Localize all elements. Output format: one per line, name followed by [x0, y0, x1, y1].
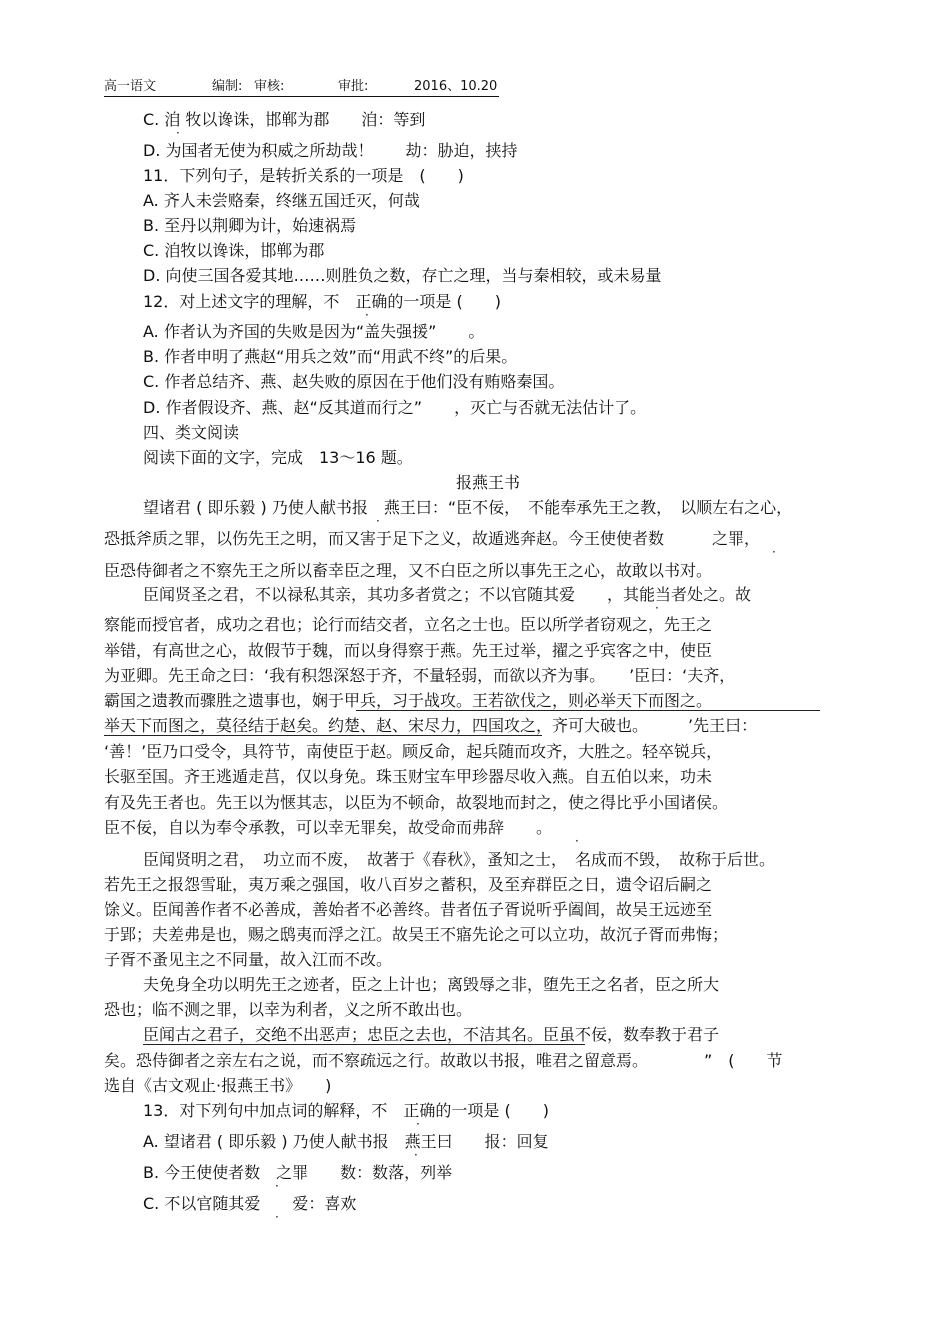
question-12: 12．对上述文字的理解，不 正确的一项是 ( ) [143, 292, 501, 311]
section-heading: 四、类文阅读 [143, 423, 240, 442]
emphasis-dot: · [772, 545, 776, 559]
article-line: 于郢；夫差弗是也，赐之鸱夷而浮之江。故吴王不寤先论之可以立功，故沉子胥而弗悔； [104, 925, 729, 944]
option-11d: D. 向使三国各爱其地……则胜负之数，存亡之理，当与秦相较，或未易量 [143, 266, 662, 285]
article-line: 恐抵斧质之罪，以伤先王之明，而又害于足下之义，故遁逃奔赵。今王使使者数 之罪， [104, 529, 761, 548]
option-12c: C. 作者总结齐、燕、赵失败的原因在于他们没有贿赂秦国。 [143, 372, 565, 391]
option-12b: B. 作者申明了燕赵“用兵之效”而“用武不终”的后果。 [143, 347, 518, 366]
header-subject: 高一语文 [104, 79, 157, 94]
question-13: 13．对下列句中加点词的解释，不 正确的一项是 ( ) [143, 1101, 549, 1120]
article-line: 举错，有高世之心，故假节于魏，而以身得察于燕。先王过举，擢之乎宾客之中，使臣 [104, 641, 713, 660]
emphasis-dot: · [275, 1179, 279, 1193]
emphasis-dot: · [575, 834, 579, 848]
option-13b: B. 今王使使者数 之罪 数：数落，列举 [143, 1163, 453, 1182]
sentence-underline [104, 735, 542, 736]
option-13a: A. 望诸君 ( 即乐毅 ) 乃使人献书报 燕王曰 报：回复 [143, 1132, 549, 1151]
article-line: 臣闻贤圣之君，不以禄私其亲，其功多者赏之；不以官随其爱 ，其能当者处之。故 [143, 585, 752, 604]
option-12a: A. 作者认为齐国的失败是因为“盖失强援” 。 [143, 322, 485, 341]
page-header [104, 78, 499, 97]
article-line: 子胥不蚤见主之不同量，故入江而不改。 [104, 950, 393, 969]
header-review: 审核: [254, 79, 285, 94]
article-line: 望诸君 ( 即乐毅 ) 乃使人献书报 燕王曰：“臣不佞， 不能奉承先王之教， 以顺左右之心， [143, 498, 793, 517]
article-title: 报燕王书 [456, 473, 521, 492]
article-line: 选自《古文观止·报燕王书》 ) [104, 1076, 332, 1095]
option-10c: C. 洎 牧以谗诛，邯郸为郡 洎：等到 [143, 110, 426, 129]
article-line: 臣恐侍御者之不察先王之所以畜幸臣之理，又不白臣之所以事先王之心，故敢以书对。 [104, 561, 713, 580]
option-13c: C. 不以官随其爱 爱：喜欢 [143, 1194, 357, 1213]
emphasis-dot: · [365, 308, 369, 322]
article-line: 臣闻古之君子，交绝不出恶声；忠臣之去也，不洁其名。臣虽不佞，数奉教于君子 [143, 1025, 720, 1044]
article-line: 恐也；临不测之罪，以幸为利者，义之所不敢出也。 [104, 1000, 473, 1019]
header-compile: 编制: [212, 79, 243, 94]
article-line: 察能而授官者，成功之君也；论行而结交者，立名之士也。臣以所学者窃观之，先王之 [104, 615, 713, 634]
option-12d: D. 作者假设齐、燕、赵“反其道而行之” ，灭亡与否就无法估计了。 [143, 398, 647, 417]
option-11c: C. 洎牧以谗诛，邯郸为郡 [143, 241, 325, 260]
question-11: 11．下列句子，是转折关系的一项是 ( ) [143, 166, 464, 185]
article-line: 馀义。臣闻善作者不必善成，善始者不必善终。昔者伍子胥说听乎阖闾，故吴王远迹至 [104, 900, 713, 919]
emphasis-dot: · [416, 1117, 420, 1131]
article-line: 夫免身全功以明先王之迹者，臣之上计也；离毁辱之非，堕先王之名者，臣之所大 [143, 975, 720, 994]
article-line: 霸国之遗教而骤胜之遗事也，娴于甲兵，习于战攻。王若欲伐之，则必举天下而图之。 [104, 691, 713, 710]
option-10d: D. 为国者无使为积威之所劫哉！ 劫：胁迫，挟持 [143, 141, 518, 160]
article-line: 若先王之报怨雪耻，夷万乘之强国，收八百岁之蓄积，及至弃群臣之日，遗令诏后嗣之 [104, 875, 713, 894]
emphasis-dot: · [275, 1210, 279, 1224]
emphasis-dot: · [414, 1148, 418, 1162]
emphasis-dot: · [376, 514, 380, 528]
option-11a: A. 齐人未尝赂秦，终继五国迁灭，何哉 [143, 191, 420, 210]
article-line: 臣不佞，自以为奉令承教，可以幸无罪矣，故受命而弗辞 。 [104, 818, 553, 837]
article-line: 长驱至国。齐王逃遁走莒，仅以身免。珠玉财宝车甲珍器尽收入燕。自五伯以来，功未 [104, 767, 713, 786]
emphasis-dot: · [176, 126, 180, 140]
header-date: 2016、10.20 [414, 79, 498, 94]
sentence-underline [143, 1044, 585, 1045]
option-11b: B. 至丹以荆卿为计，始速祸焉 [143, 216, 357, 235]
article-line: 矣。恐侍御者之亲左右之说，而不察疏远之行。故敢以书报，唯君之留意焉。 ” ( 节 [104, 1051, 783, 1070]
sentence-underline [356, 710, 820, 711]
article-line: 有及先王者也。先王以为惬其志，以臣为不顿命，故裂地而封之，使之得比乎小国诸侯。 [104, 793, 729, 812]
article-line: 臣闻贤明之君， 功立而不废， 故著于《春秋》，蚤知之士， 名成而不毁， 故称于后世。 [143, 850, 776, 869]
reading-instruction: 阅读下面的文字，完成 13～16 题。 [143, 448, 413, 467]
article-line: ‘善！’臣乃口受令，具符节，南使臣于赵。顾反命，起兵随而攻齐，大胜之。轻卒锐兵， [104, 742, 723, 761]
header-approve: 审批: [338, 79, 369, 94]
article-line: 举天下而图之，莫径结于赵矣。约楚、赵、宋尽力，四国攻之，齐可大破也。 ’先王曰： [104, 716, 758, 735]
article-line: 为亚卿。先王命之曰：‘我有积怨深怒于齐，不量轻弱，而欲以齐为事。 ’臣曰：‘夫齐， [104, 666, 736, 685]
emphasis-dot: · [655, 601, 659, 615]
